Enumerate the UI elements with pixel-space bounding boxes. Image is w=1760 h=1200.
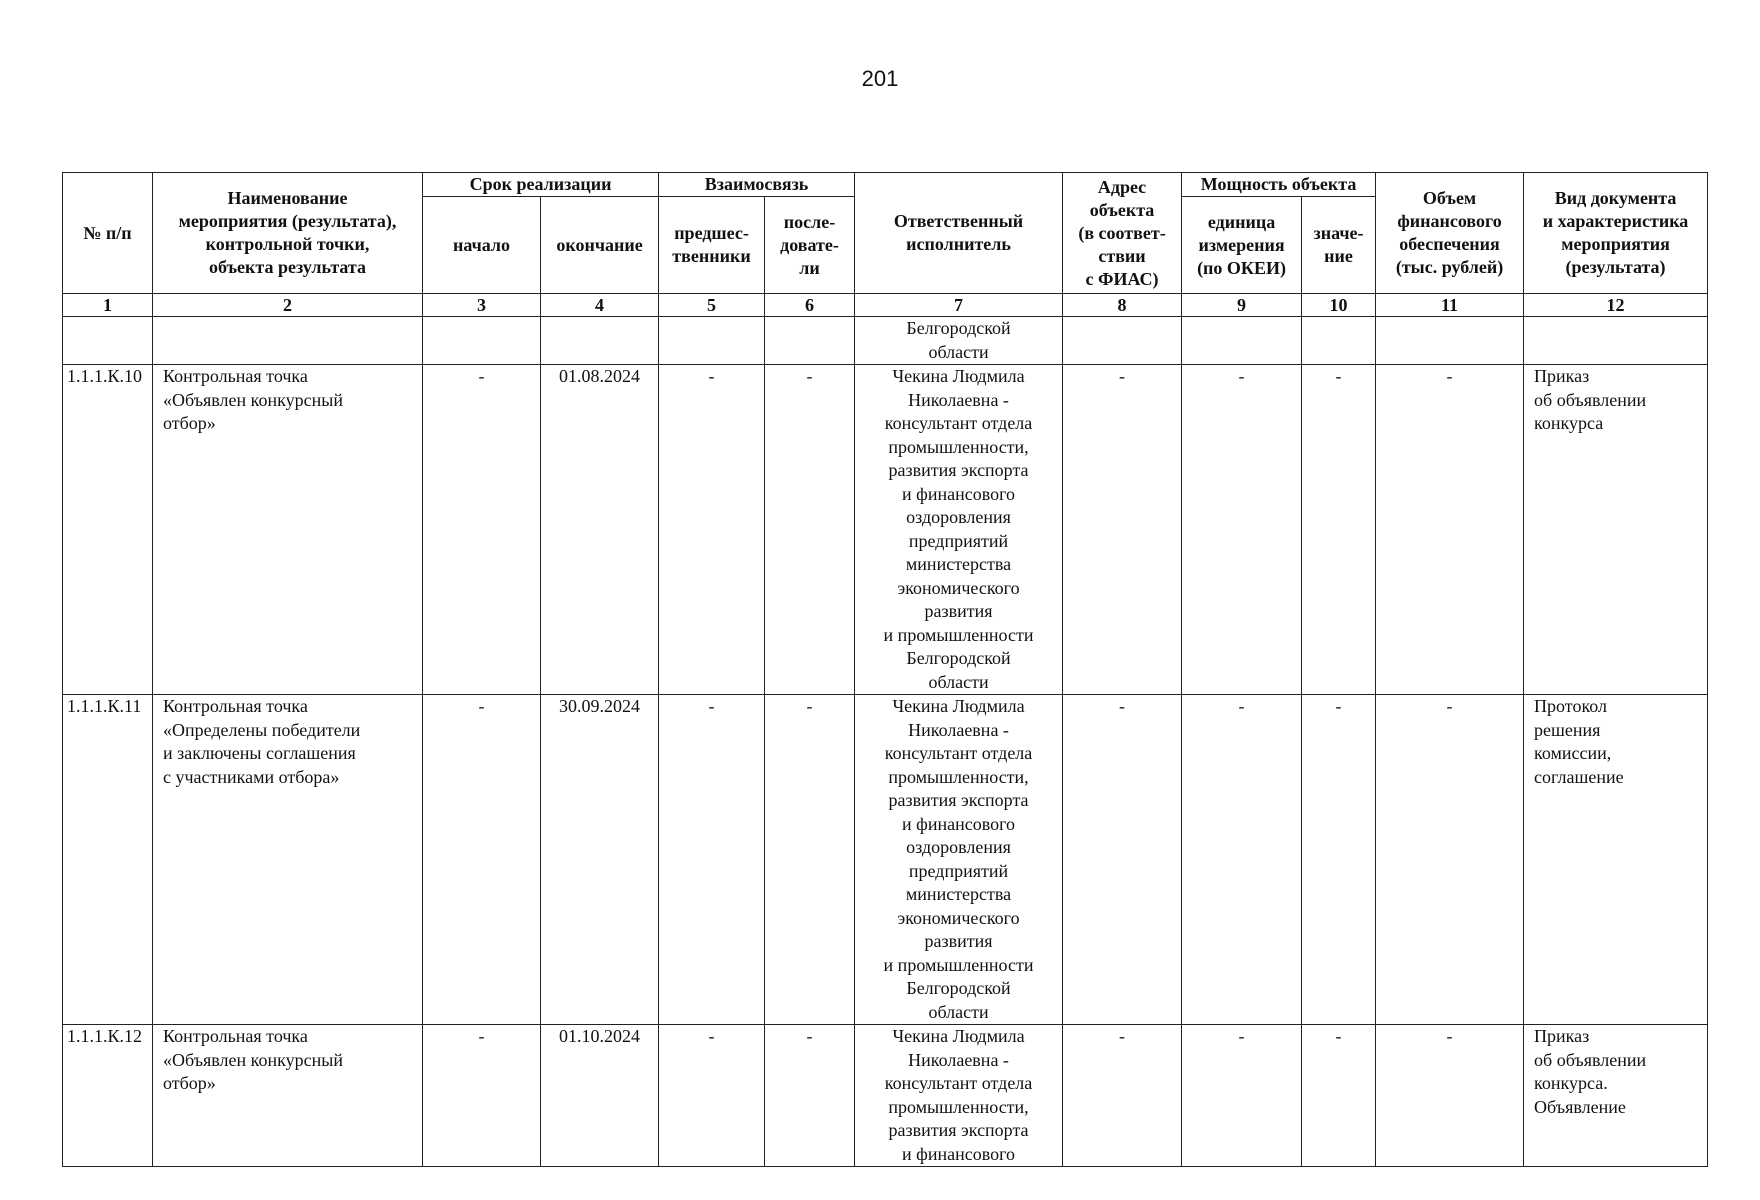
cell-document: Приказ об объявлении конкурса <box>1524 365 1708 695</box>
header-col-address: Адрес объекта (в соответ- ствии с ФИАС) <box>1063 173 1182 294</box>
column-number: 10 <box>1302 294 1376 317</box>
continued-row <box>63 317 1708 365</box>
cell-unit: - <box>1182 695 1302 1025</box>
header-col-predecessors: предшес- твенники <box>659 197 765 294</box>
column-number: 9 <box>1182 294 1302 317</box>
cell-predecessors: - <box>659 365 765 695</box>
cell-end: 30.09.2024 <box>541 695 659 1025</box>
cell-unit: - <box>1182 365 1302 695</box>
cell-value: - <box>1302 1025 1376 1167</box>
cell-unit: - <box>1182 1025 1302 1167</box>
column-number: 5 <box>659 294 765 317</box>
cell-name: Контрольная точка «Объявлен конкурсный отбор» <box>153 365 423 695</box>
column-number: 6 <box>765 294 855 317</box>
table-row <box>63 365 1708 695</box>
cell-end: 01.08.2024 <box>541 365 659 695</box>
table-row <box>63 1025 1708 1167</box>
cell-empty <box>63 317 153 365</box>
cell-document: Протокол решения комиссии, соглашение <box>1524 695 1708 1025</box>
cell-start: - <box>423 1025 541 1167</box>
header-col-end: окончание <box>541 197 659 294</box>
cell-empty <box>659 317 765 365</box>
cell-address: - <box>1063 1025 1182 1167</box>
cell-empty <box>153 317 423 365</box>
cell-address: - <box>1063 365 1182 695</box>
cell-document: Приказ об объявлении конкурса. Объявление <box>1524 1025 1708 1167</box>
cell-responsible: Чекина Людмила Николаевна - консультант отдела промышленности, развития экспорта и финансового оздоровления предприятий министерства экономического развития и промышленности Белгородской области <box>855 695 1063 1025</box>
header-group-link: Взаимосвязь <box>659 173 855 197</box>
plan-table <box>62 172 1708 1167</box>
column-number: 4 <box>541 294 659 317</box>
column-number: 2 <box>153 294 423 317</box>
table-body <box>63 294 1708 1167</box>
column-number: 8 <box>1063 294 1182 317</box>
table-row <box>63 695 1708 1025</box>
header-col-name: Наименование мероприятия (результата), контрольной точки, объекта результата <box>153 173 423 294</box>
cell-financing: - <box>1376 695 1524 1025</box>
column-number: 7 <box>855 294 1063 317</box>
cell-value: - <box>1302 365 1376 695</box>
column-number: 3 <box>423 294 541 317</box>
cell-value: - <box>1302 695 1376 1025</box>
cell-financing: - <box>1376 365 1524 695</box>
cell-predecessors: - <box>659 695 765 1025</box>
header-col-financing: Объем финансового обеспечения (тыс. рублей) <box>1376 173 1524 294</box>
header-col-responsible: Ответственный исполнитель <box>855 173 1063 294</box>
cell-successors: - <box>765 695 855 1025</box>
cell-responsible: Чекина Людмила Николаевна - консультант отдела промышленности, развития экспорта и финансового <box>855 1025 1063 1167</box>
header-col-document: Вид документа и характеристика мероприятия (результата) <box>1524 173 1708 294</box>
header-group-power: Мощность объекта <box>1182 173 1376 197</box>
cell-financing: - <box>1376 1025 1524 1167</box>
page-number: 201 <box>861 66 899 91</box>
cell-empty <box>423 317 541 365</box>
cell-name: Контрольная точка «Объявлен конкурсный отбор» <box>153 1025 423 1167</box>
cell-empty <box>541 317 659 365</box>
header-col-num: № п/п <box>63 173 153 294</box>
cell-empty <box>1063 317 1182 365</box>
cell-predecessors: - <box>659 1025 765 1167</box>
header-col-value: значе- ние <box>1302 197 1376 294</box>
cell-empty <box>1376 317 1524 365</box>
cell-responsible: Белгородской области <box>855 317 1063 365</box>
cell-number: 1.1.1.К.10 <box>63 365 153 695</box>
cell-start: - <box>423 695 541 1025</box>
cell-number: 1.1.1.К.12 <box>63 1025 153 1167</box>
cell-successors: - <box>765 1025 855 1167</box>
cell-end: 01.10.2024 <box>541 1025 659 1167</box>
cell-responsible: Чекина Людмила Николаевна - консультант отдела промышленности, развития экспорта и финансового оздоровления предприятий министерства экономического развития и промышленности Белгородской области <box>855 365 1063 695</box>
column-number: 12 <box>1524 294 1708 317</box>
column-number: 11 <box>1376 294 1524 317</box>
header-group-term: Срок реализации <box>423 173 659 197</box>
cell-address: - <box>1063 695 1182 1025</box>
header-col-unit: единица измерения (по ОКЕИ) <box>1182 197 1302 294</box>
header-col-successors: после- довате- ли <box>765 197 855 294</box>
cell-empty <box>765 317 855 365</box>
cell-empty <box>1302 317 1376 365</box>
header-col-start: начало <box>423 197 541 294</box>
header-row-top <box>63 173 1708 197</box>
cell-start: - <box>423 365 541 695</box>
cell-successors: - <box>765 365 855 695</box>
cell-empty <box>1182 317 1302 365</box>
cell-empty <box>1524 317 1708 365</box>
cell-name: Контрольная точка «Определены победители и заключены соглашения с участниками отбора» <box>153 695 423 1025</box>
column-number: 1 <box>63 294 153 317</box>
cell-number: 1.1.1.К.11 <box>63 695 153 1025</box>
column-numbers-row <box>63 294 1708 317</box>
